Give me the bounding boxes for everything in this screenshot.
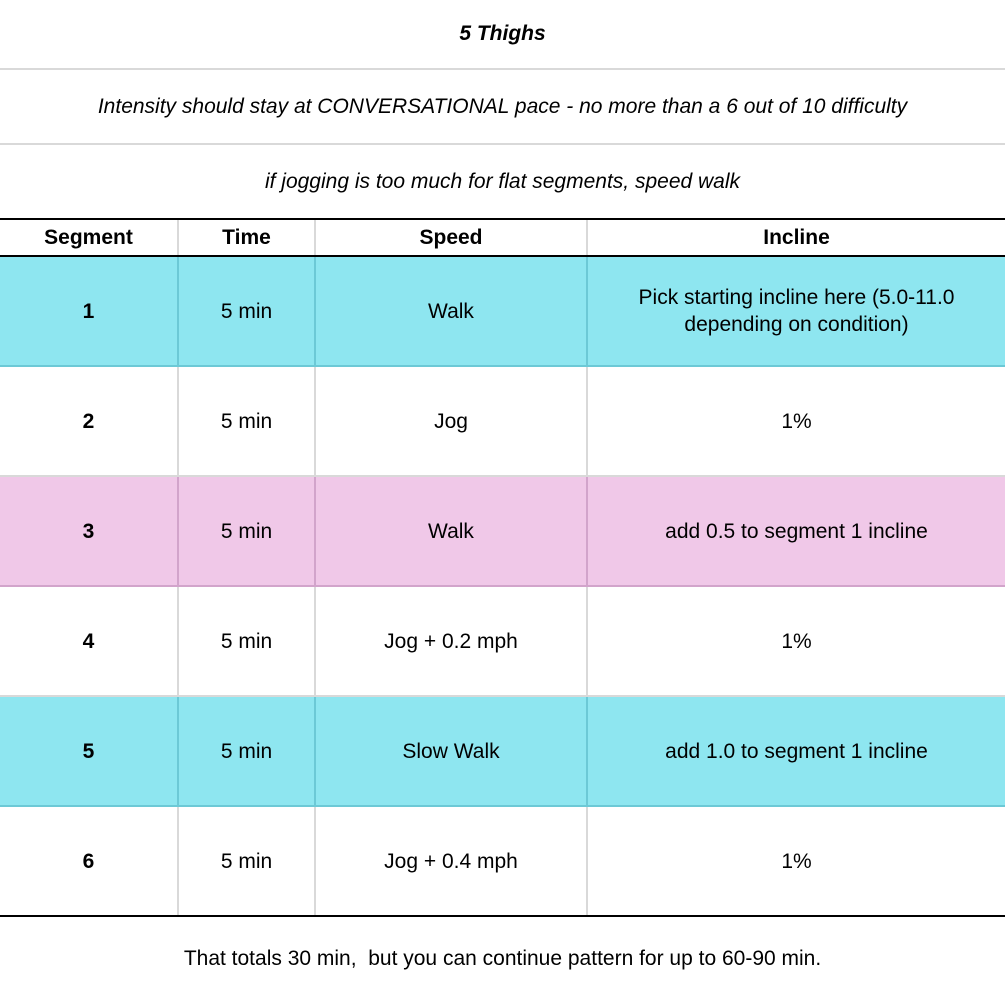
incline-cell: 1% <box>587 586 1005 696</box>
table-row <box>0 586 1005 696</box>
segment-cell: 5 <box>0 696 178 806</box>
segment-cell: 4 <box>0 586 178 696</box>
incline-cell: Pick starting incline here (5.0-11.0 depending on condition) <box>587 256 1005 366</box>
header-incline: Incline <box>587 219 1005 256</box>
time-cell: 5 min <box>178 476 315 586</box>
time-cell: 5 min <box>178 806 315 916</box>
header-speed: Speed <box>315 219 587 256</box>
speed-cell: Jog + 0.2 mph <box>315 586 587 696</box>
incline-cell: 1% <box>587 806 1005 916</box>
table-row <box>0 696 1005 806</box>
table-row <box>0 366 1005 476</box>
incline-cell: add 1.0 to segment 1 incline <box>587 696 1005 806</box>
intensity-note: Intensity should stay at CONVERSATIONAL pace - no more than a 6 out of 10 difficulty <box>97 94 908 118</box>
table-row <box>0 806 1005 916</box>
incline-cell: add 0.5 to segment 1 incline <box>587 476 1005 586</box>
speed-cell: Walk <box>315 476 587 586</box>
time-cell: 5 min <box>178 366 315 476</box>
speed-cell: Jog <box>315 366 587 476</box>
table-row <box>0 476 1005 586</box>
incline-cell: 1% <box>587 366 1005 476</box>
time-cell: 5 min <box>178 256 315 366</box>
footer-note: That totals 30 min, but you can continue pattern for up to 60-90 min. <box>183 947 822 970</box>
speed-cell: Walk <box>315 256 587 366</box>
speed-cell: Jog + 0.4 mph <box>315 806 587 916</box>
table-row <box>0 256 1005 366</box>
intensity-note-banner <box>0 70 1005 145</box>
segment-cell: 6 <box>0 806 178 916</box>
title-banner <box>0 0 1005 70</box>
page-title: 5 Thighs <box>459 22 546 45</box>
workout-table <box>0 218 1005 917</box>
segment-cell: 1 <box>0 256 178 366</box>
jogging-note: if jogging is too much for flat segments, speed walk <box>264 169 741 193</box>
time-cell: 5 min <box>178 696 315 806</box>
table-header-row <box>0 219 1005 256</box>
jogging-note-banner <box>0 145 1005 218</box>
time-cell: 5 min <box>178 586 315 696</box>
segment-cell: 3 <box>0 476 178 586</box>
header-time: Time <box>178 219 315 256</box>
speed-cell: Slow Walk <box>315 696 587 806</box>
header-segment: Segment <box>0 219 178 256</box>
segment-cell: 2 <box>0 366 178 476</box>
